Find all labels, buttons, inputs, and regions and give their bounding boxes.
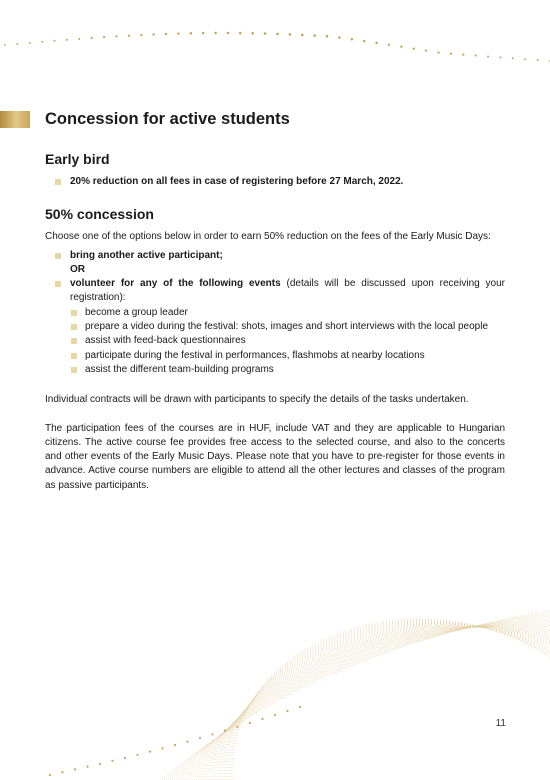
decor-wave-line xyxy=(228,621,550,780)
decor-dot xyxy=(413,48,415,50)
decor-dot xyxy=(499,56,501,58)
decor-wave-line xyxy=(192,627,550,780)
decor-dot xyxy=(239,32,242,35)
decor-dot xyxy=(103,36,105,38)
decor-wave-line xyxy=(190,626,550,780)
decor-dot xyxy=(202,32,205,35)
decor-dot xyxy=(289,33,292,36)
decor-wave-line xyxy=(224,622,550,780)
decor-dot xyxy=(61,771,63,773)
main-content xyxy=(45,108,505,493)
decor-dot xyxy=(161,747,163,749)
decor-dot xyxy=(326,35,329,38)
decor-dot xyxy=(299,706,301,708)
decor-dot xyxy=(78,38,80,40)
decor-wave-line xyxy=(210,626,550,780)
bullet-square-icon xyxy=(71,353,77,359)
decor-wave-line xyxy=(174,619,550,780)
decor-dot xyxy=(152,33,154,35)
bullet-square-icon xyxy=(55,179,61,185)
sub-item-text: become a group leader xyxy=(85,306,188,318)
decor-wave-line xyxy=(234,619,550,780)
decor-dot xyxy=(165,33,167,35)
decor-wave-line xyxy=(178,622,550,780)
decor-dot xyxy=(462,54,464,56)
decor-dot xyxy=(177,32,179,34)
decor-dot xyxy=(99,763,101,765)
decor-dot xyxy=(388,44,390,46)
option-volunteer-detail: (details will be discussed upon receiving your registration): xyxy=(70,278,505,304)
decor-dot xyxy=(227,32,230,35)
decor-wave-line xyxy=(202,627,550,780)
decor-dot xyxy=(4,44,6,46)
decor-dot xyxy=(149,751,151,753)
decor-dot xyxy=(524,58,526,60)
decor-dot xyxy=(286,710,288,712)
decor-dot xyxy=(363,40,366,43)
bullet-square-icon xyxy=(55,253,61,259)
decor-dot xyxy=(136,754,138,756)
decor-dot xyxy=(115,35,117,37)
title-accent-bar xyxy=(0,111,30,128)
decor-dot xyxy=(224,730,226,732)
list-item xyxy=(45,306,505,320)
decor-dot xyxy=(425,49,427,51)
decor-dot xyxy=(29,42,31,44)
decor-wave-line xyxy=(226,622,550,780)
concession-intro: Choose one of the options below in order to earn 50% reduction on the fees of the Early Music Days: xyxy=(45,231,491,243)
or-label: OR xyxy=(70,263,85,275)
decor-wave-line xyxy=(164,613,550,780)
decor-dot xyxy=(249,722,251,724)
decor-dot xyxy=(41,41,43,43)
decor-dot xyxy=(211,733,213,735)
page-number: 11 xyxy=(495,718,506,729)
decor-wave-line xyxy=(212,625,550,780)
decor-dot xyxy=(437,51,439,53)
bullet-square-icon xyxy=(71,338,77,344)
decor-dot xyxy=(236,726,238,728)
decor-dot xyxy=(264,32,267,35)
decor-dot xyxy=(199,737,201,739)
decor-wave-line xyxy=(172,618,550,780)
option-bring-participant: bring another active participant; xyxy=(70,249,223,261)
decor-wave-line xyxy=(218,624,550,780)
decor-wave-line xyxy=(166,614,550,780)
decor-wave-line xyxy=(196,627,550,780)
concession-options xyxy=(45,249,505,306)
decor-wave-line xyxy=(204,627,550,780)
volunteer-sub-list xyxy=(45,306,505,377)
list-item xyxy=(45,249,505,263)
contracts-paragraph: Individual contracts will be drawn with participants to specify the details of the tasks undertaken. xyxy=(45,394,469,406)
decor-dot xyxy=(66,39,68,41)
list-item xyxy=(45,320,505,334)
early-bird-list xyxy=(45,175,505,189)
decor-dot xyxy=(128,35,130,37)
decor-dot xyxy=(49,774,51,776)
early-bird-heading: Early bird xyxy=(45,151,110,167)
decor-dot xyxy=(86,766,88,768)
decor-wave-line xyxy=(194,627,550,780)
page-title: Concession for active students xyxy=(45,110,290,128)
decor-wave-line xyxy=(168,615,550,780)
sub-item-text: assist the different team-building programs xyxy=(85,363,274,375)
list-item xyxy=(45,349,505,363)
decor-wave-line xyxy=(230,620,550,780)
decor-dot xyxy=(174,744,176,746)
decor-dot xyxy=(261,718,263,720)
decor-dot xyxy=(74,768,76,770)
sub-item-text: assist with feed-back questionnaires xyxy=(85,335,246,347)
concession-heading: 50% concession xyxy=(45,206,154,223)
bullet-square-icon xyxy=(71,324,77,330)
list-item xyxy=(45,363,505,377)
decor-dot xyxy=(512,57,514,59)
decor-dot xyxy=(375,42,377,44)
early-bird-item: 20% reduction on all fees in case of registering before 27 March, 2022. xyxy=(70,176,404,187)
decor-wave-line xyxy=(200,627,550,780)
decor-dot xyxy=(301,34,304,37)
decor-wave-line xyxy=(214,625,550,780)
sub-item-text: participate during the festival in performances, flashmobs at nearby locations xyxy=(85,349,425,361)
list-item xyxy=(45,277,505,306)
decor-wave-line xyxy=(180,623,550,780)
decor-wave-line xyxy=(198,627,550,780)
decor-dot xyxy=(475,54,477,56)
decor-dot xyxy=(450,53,452,55)
decor-dot xyxy=(186,741,188,743)
decor-dot xyxy=(400,46,402,48)
decor-dot xyxy=(276,33,279,36)
decor-wave-line xyxy=(162,611,550,780)
fees-paragraph: The participation fees of the courses are in HUF, include VAT and they are applicable to Hungarian citizens. The active course fee provides free access to the selected course, and also to the concerts and other events of the Early Music Days. Please note that you have to pre-register for those events in advance. Active course numbers are eligible to attend all the other lectures and classes of the program as passive participants. xyxy=(45,422,505,491)
decor-dot xyxy=(487,55,489,57)
option-volunteer: volunteer for any of the following events xyxy=(70,278,281,290)
sub-item-text: prepare a video during the festival: shots, images and short interviews with the local people xyxy=(85,321,489,333)
decor-dot xyxy=(140,34,142,36)
decor-dot xyxy=(313,34,316,37)
decor-dot xyxy=(111,760,113,762)
decor-dot xyxy=(124,757,126,759)
decor-dot xyxy=(91,37,93,39)
decor-dot xyxy=(537,59,539,61)
bullet-square-icon xyxy=(71,367,77,373)
decor-wave-line xyxy=(220,623,550,780)
decor-wave-line xyxy=(182,624,550,780)
decor-wave-line xyxy=(160,610,550,780)
bullet-square-icon xyxy=(71,310,77,316)
decor-dot xyxy=(53,40,55,42)
decor-wave-line xyxy=(188,626,550,780)
decor-dot xyxy=(214,32,217,35)
decor-wave-line xyxy=(176,620,550,780)
decor-dot xyxy=(16,43,18,45)
list-item xyxy=(45,175,505,189)
decor-dot xyxy=(251,32,254,35)
decor-dot xyxy=(338,36,341,39)
decor-dot xyxy=(274,714,276,716)
decor-wave-line xyxy=(186,625,550,780)
bullet-square-icon xyxy=(55,281,61,287)
list-item xyxy=(45,334,505,348)
decor-dot xyxy=(190,32,193,35)
decor-dot xyxy=(351,38,354,41)
